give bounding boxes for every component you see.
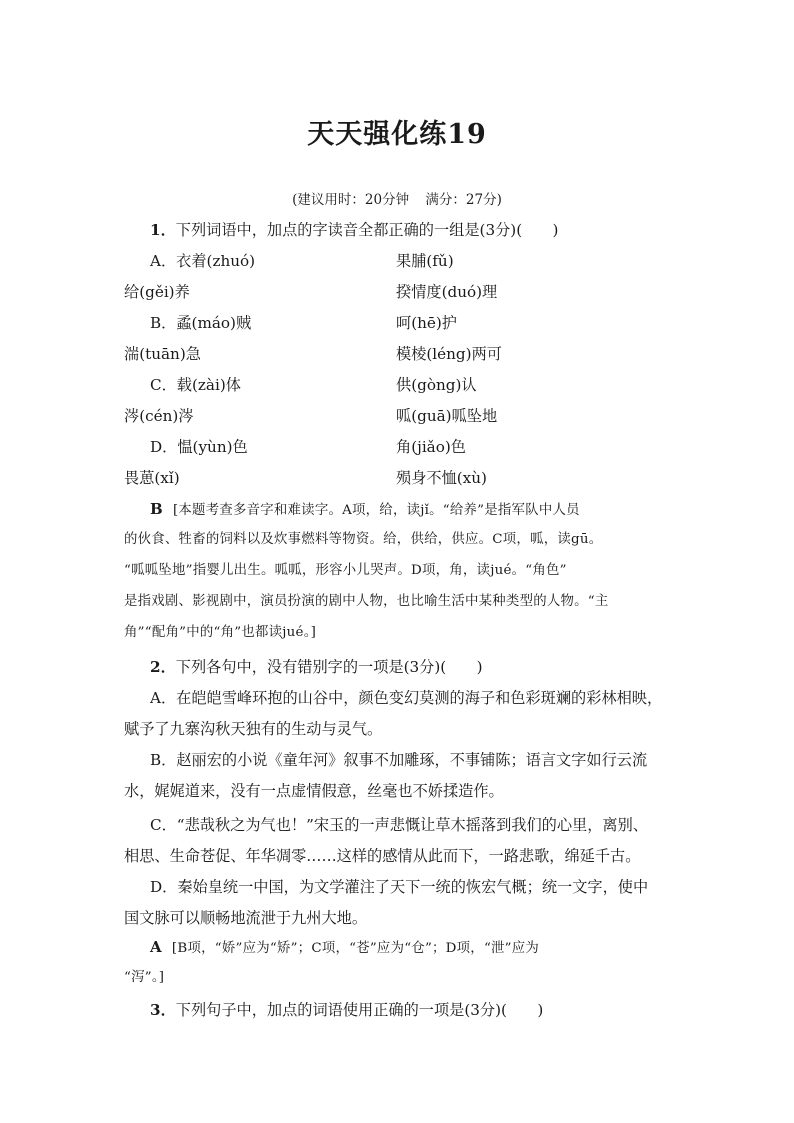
answer-explanation-line — [150, 937, 674, 959]
question-1-stem — [150, 220, 674, 240]
full-score: 满分：27分) — [425, 192, 502, 208]
question-3-stem — [150, 1000, 674, 1020]
answer-letter: A — [150, 938, 162, 956]
answer-text: [B项，“娇”应为“矫”；C项，“苍”应为“仓”；D项，“泄”应为 — [171, 941, 540, 956]
option-row: 角(jiǎo)色 — [396, 438, 466, 456]
option-row: 殒身不恤(xù) — [396, 469, 487, 487]
option-row: 呵(hē)护 — [396, 314, 457, 332]
option-a-line: 赋予了九寨沟秋天独有的生动与灵气。 — [124, 720, 383, 738]
option-row: 畏葸(xǐ) — [124, 469, 180, 487]
option-c-line: C．“悲哉秋之为气也！”宋玉的一声悲慨让草木摇落到我们的心里，离别、 — [150, 816, 648, 834]
answer-explanation-line: “呱呱坠地”指婴儿出生。呱呱，形容小儿哭声。D项，角，读jué。“角色” — [124, 563, 567, 578]
answer-text: [本题考查多音字和难读字。A项，给，读jǐ。“给养”是指军队中人员 — [172, 503, 580, 518]
answer-explanation-line: 是指戏剧、影视剧中，演员扮演的剧中人物，也比喻生活中某种类型的人物。“主 — [124, 594, 609, 609]
option-row: B．蟊(máo)贼 — [150, 314, 252, 332]
option-row: A．衣着(zhuó) — [150, 252, 256, 270]
option-b-line: 水，娓娓道来，没有一点虚情假意，丝毫也不娇揉造作。 — [124, 782, 504, 800]
answer-explanation-line: 角”“配角”中的“角”也都读jué。] — [124, 625, 317, 640]
suggested-time: (建议用时：20分钟 — [292, 192, 410, 208]
option-row: 供(gòng)认 — [396, 376, 477, 394]
option-d-line: 国文脉可以顺畅地流泄于九州大地。 — [124, 909, 367, 927]
option-b-line: B．赵丽宏的小说《童年河》叙事不加雕琢，不事铺陈；语言文字如行云流 — [150, 751, 648, 769]
option-row: 揆情度(duó)理 — [396, 283, 498, 301]
question-number: 3． — [150, 1001, 176, 1019]
exam-meta — [0, 188, 794, 208]
option-row: 湍(tuān)急 — [124, 345, 201, 363]
answer-letter: B — [150, 500, 163, 518]
question-text: 下列各句中，没有错别字的一项是(3分)( ) — [175, 658, 483, 676]
answer-explanation-line — [150, 499, 674, 521]
option-row: 呱(guā)呱坠地 — [396, 407, 498, 425]
answer-explanation-line: “泻”。] — [124, 970, 165, 985]
question-text: 下列词语中，加点的字读音全都正确的一组是(3分)( ) — [175, 221, 559, 239]
option-d-line: D．秦始皇统一中国，为文学灌注了天下一统的恢宏气概；统一文字，使中 — [150, 878, 649, 896]
option-row: 涔(cén)涔 — [124, 407, 194, 425]
option-row: D．愠(yùn)色 — [150, 438, 248, 456]
option-row: 果脯(fǔ) — [396, 252, 454, 270]
question-2-stem — [150, 657, 674, 677]
option-c-line: 相思、生命苍促、年华凋零……这样的感情从此而下，一路悲歌，绵延千古。 — [124, 847, 641, 865]
question-text: 下列句子中，加点的词语使用正确的一项是(3分)( ) — [175, 1001, 544, 1019]
answer-explanation-line: 的伙食、牲畜的饲料以及炊事燃料等物资。给，供给，供应。C项，呱，读gū。 — [124, 532, 603, 547]
page-title: 天天强化练19 — [307, 119, 487, 150]
option-row: 给(gěi)养 — [124, 283, 190, 301]
option-a-line: A．在皑皑雪峰环抱的山谷中，颜色变幻莫测的海子和色彩斑斓的彩林相映， — [150, 689, 663, 707]
option-row: C．载(zài)体 — [150, 376, 241, 394]
question-number: 2． — [150, 658, 176, 676]
option-row: 模棱(léng)两可 — [396, 345, 502, 363]
question-number: 1． — [150, 221, 176, 239]
